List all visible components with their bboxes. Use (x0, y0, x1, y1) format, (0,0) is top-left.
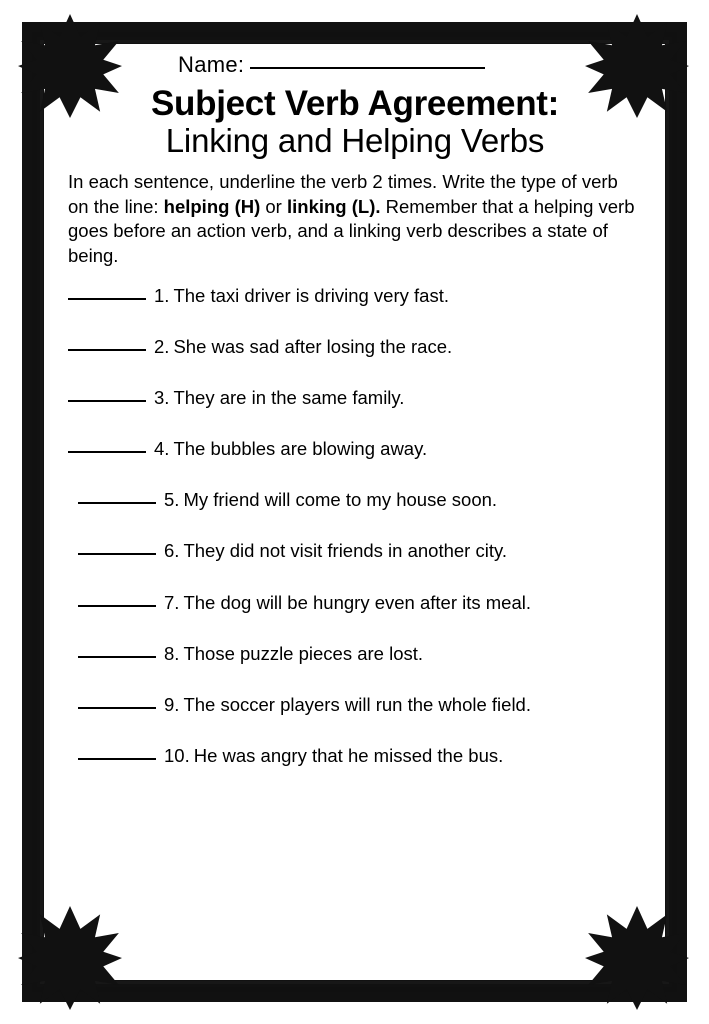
answer-blank-7[interactable] (78, 605, 156, 607)
answer-blank-5[interactable] (78, 502, 156, 504)
question-number-2: 2. (154, 335, 170, 357)
question-number-10: 10. (164, 745, 190, 767)
answer-blank-8[interactable] (78, 656, 156, 658)
answer-blank-4[interactable] (68, 451, 146, 453)
question-number-8: 8. (164, 642, 180, 664)
instructions-part-1: In each sentence, underline the verb 2 times. Write the type of verb on the line: (68, 171, 618, 217)
question-number-7: 7. (164, 591, 180, 613)
question-text-2: She was sad after losing the race. (173, 335, 453, 357)
question-text-5: My friend will come to my house soon. (183, 489, 498, 511)
answer-blank-1[interactable] (68, 298, 146, 300)
answer-blank-2[interactable] (68, 349, 146, 351)
question-text-8: Those puzzle pieces are lost. (183, 642, 424, 664)
page-title: Subject Verb Agreement: (150, 84, 560, 123)
list-item (68, 540, 642, 562)
list-item (68, 694, 642, 716)
list-item (68, 745, 642, 767)
instructions-bold-helping: helping (H) (163, 195, 261, 217)
question-list (68, 285, 642, 768)
list-item (68, 285, 642, 307)
name-input-line[interactable] (250, 67, 485, 69)
instructions-part-2: Remember that a helping verb goes before an action verb, and a linking verb describes a state of being. (68, 195, 635, 266)
answer-blank-9[interactable] (78, 707, 156, 709)
question-text-1: The taxi driver is driving very fast. (173, 284, 449, 306)
question-number-5: 5. (164, 489, 180, 511)
question-number-4: 4. (154, 438, 170, 460)
question-number-9: 9. (164, 694, 180, 716)
answer-blank-3[interactable] (68, 400, 146, 402)
list-item (68, 592, 642, 614)
name-field-row (68, 52, 642, 78)
name-label: Name: (178, 52, 245, 77)
list-item (68, 336, 642, 358)
answer-blank-6[interactable] (78, 553, 156, 555)
question-text-9: The soccer players will run the whole field. (183, 694, 531, 716)
instructions (68, 170, 642, 268)
question-text-4: The bubbles are blowing away. (173, 438, 428, 460)
list-item (68, 438, 642, 460)
list-item (68, 643, 642, 665)
question-text-7: The dog will be hungry even after its meal. (183, 591, 532, 613)
page-subtitle: Linking and Helping Verbs (165, 122, 545, 160)
question-text-10: He was angry that he missed the bus. (193, 745, 504, 767)
question-number-1: 1. (154, 284, 170, 306)
instructions-bold-linking: linking (L). (286, 195, 381, 217)
list-item (68, 489, 642, 511)
question-text-6: They did not visit friends in another city. (183, 540, 507, 562)
list-item (68, 387, 642, 409)
question-text-3: They are in the same family. (173, 386, 405, 408)
question-number-3: 3. (154, 386, 170, 408)
instructions-mid: or (260, 195, 287, 217)
answer-blank-10[interactable] (78, 758, 156, 760)
question-number-6: 6. (164, 540, 180, 562)
worksheet-content (68, 52, 642, 796)
